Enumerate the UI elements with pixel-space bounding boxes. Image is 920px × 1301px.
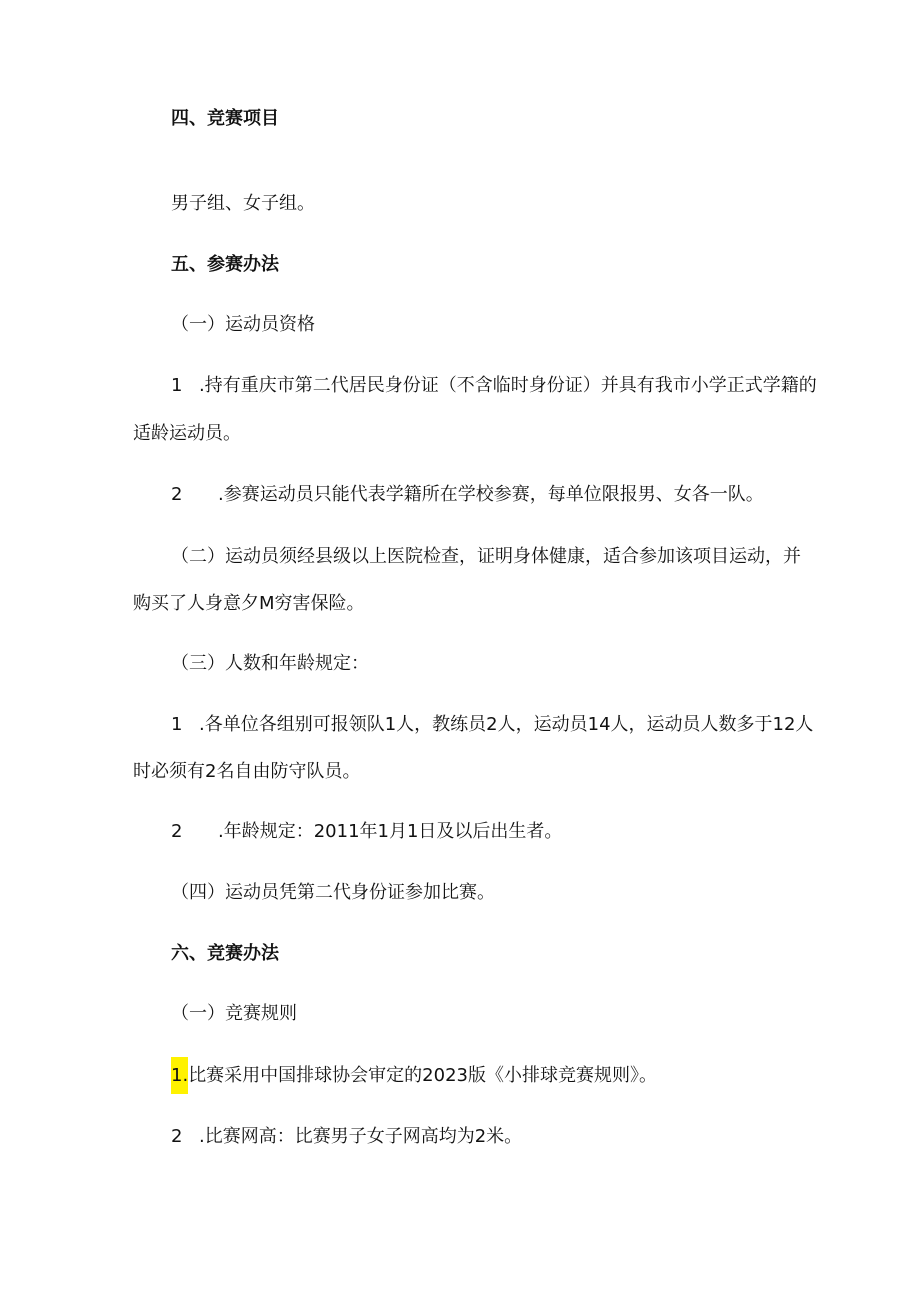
section-5-item1-line2: 适龄运动员。 bbox=[133, 423, 241, 444]
highlighted-item-number: 1. bbox=[171, 1057, 188, 1094]
item-text: .各单位各组别可报领队1人，教练员2人，运动员14人，运动员人数多于12人 bbox=[199, 714, 814, 735]
section-5-3-item1-line2: 时必须有2名自由防守队员。 bbox=[133, 761, 361, 782]
item-text: .持有重庆市第二代居民身份证（不含临时身份证）并具有我市小学正式学籍的 bbox=[199, 375, 817, 396]
section-5-heading: 五、参赛办法 bbox=[171, 254, 279, 275]
item-text: 比赛采用中国排球协会审定的2023版《小排球竞赛规则》。 bbox=[188, 1065, 657, 1086]
section-5-sub4: （四）运动员凭第二代身份证参加比赛。 bbox=[171, 882, 495, 903]
section-5-item2 bbox=[171, 483, 764, 507]
item-number: 2 bbox=[171, 1126, 183, 1147]
section-5-sub3: （三）人数和年龄规定： bbox=[171, 653, 369, 674]
section-5-sub1: （一）运动员资格 bbox=[171, 314, 315, 335]
section-5-sub2-line2: 购买了人身意夕M穷害保险。 bbox=[133, 593, 365, 614]
item-number: 1 bbox=[171, 714, 183, 735]
section-5-3-item2 bbox=[171, 820, 562, 844]
item-number: 2 bbox=[171, 484, 183, 505]
section-6-item1 bbox=[171, 1064, 657, 1088]
section-4-groups: 男子组、女子组。 bbox=[171, 193, 315, 214]
item-number: 2 bbox=[171, 821, 183, 842]
section-5-3-item1-line1 bbox=[171, 713, 813, 737]
section-5-item1-line1 bbox=[171, 374, 817, 398]
section-5-sub2-line1: （二）运动员须经县级以上医院检查，证明身体健康，适合参加该项目运动，并 bbox=[171, 546, 801, 567]
item-text: .年龄规定：2011年1月1日及以后出生者。 bbox=[218, 821, 563, 842]
section-6-sub1: （一）竞赛规则 bbox=[171, 1003, 297, 1024]
section-6-heading: 六、竞赛办法 bbox=[171, 943, 279, 964]
item-number: 1 bbox=[171, 375, 183, 396]
section-4-heading: 四、竞赛项目 bbox=[171, 108, 279, 129]
item-text: .参赛运动员只能代表学籍所在学校参赛，每单位限报男、女各一队。 bbox=[218, 484, 764, 505]
section-6-item2 bbox=[171, 1125, 522, 1149]
item-text: .比赛网高：比赛男子女子网高均为2米。 bbox=[199, 1126, 523, 1147]
